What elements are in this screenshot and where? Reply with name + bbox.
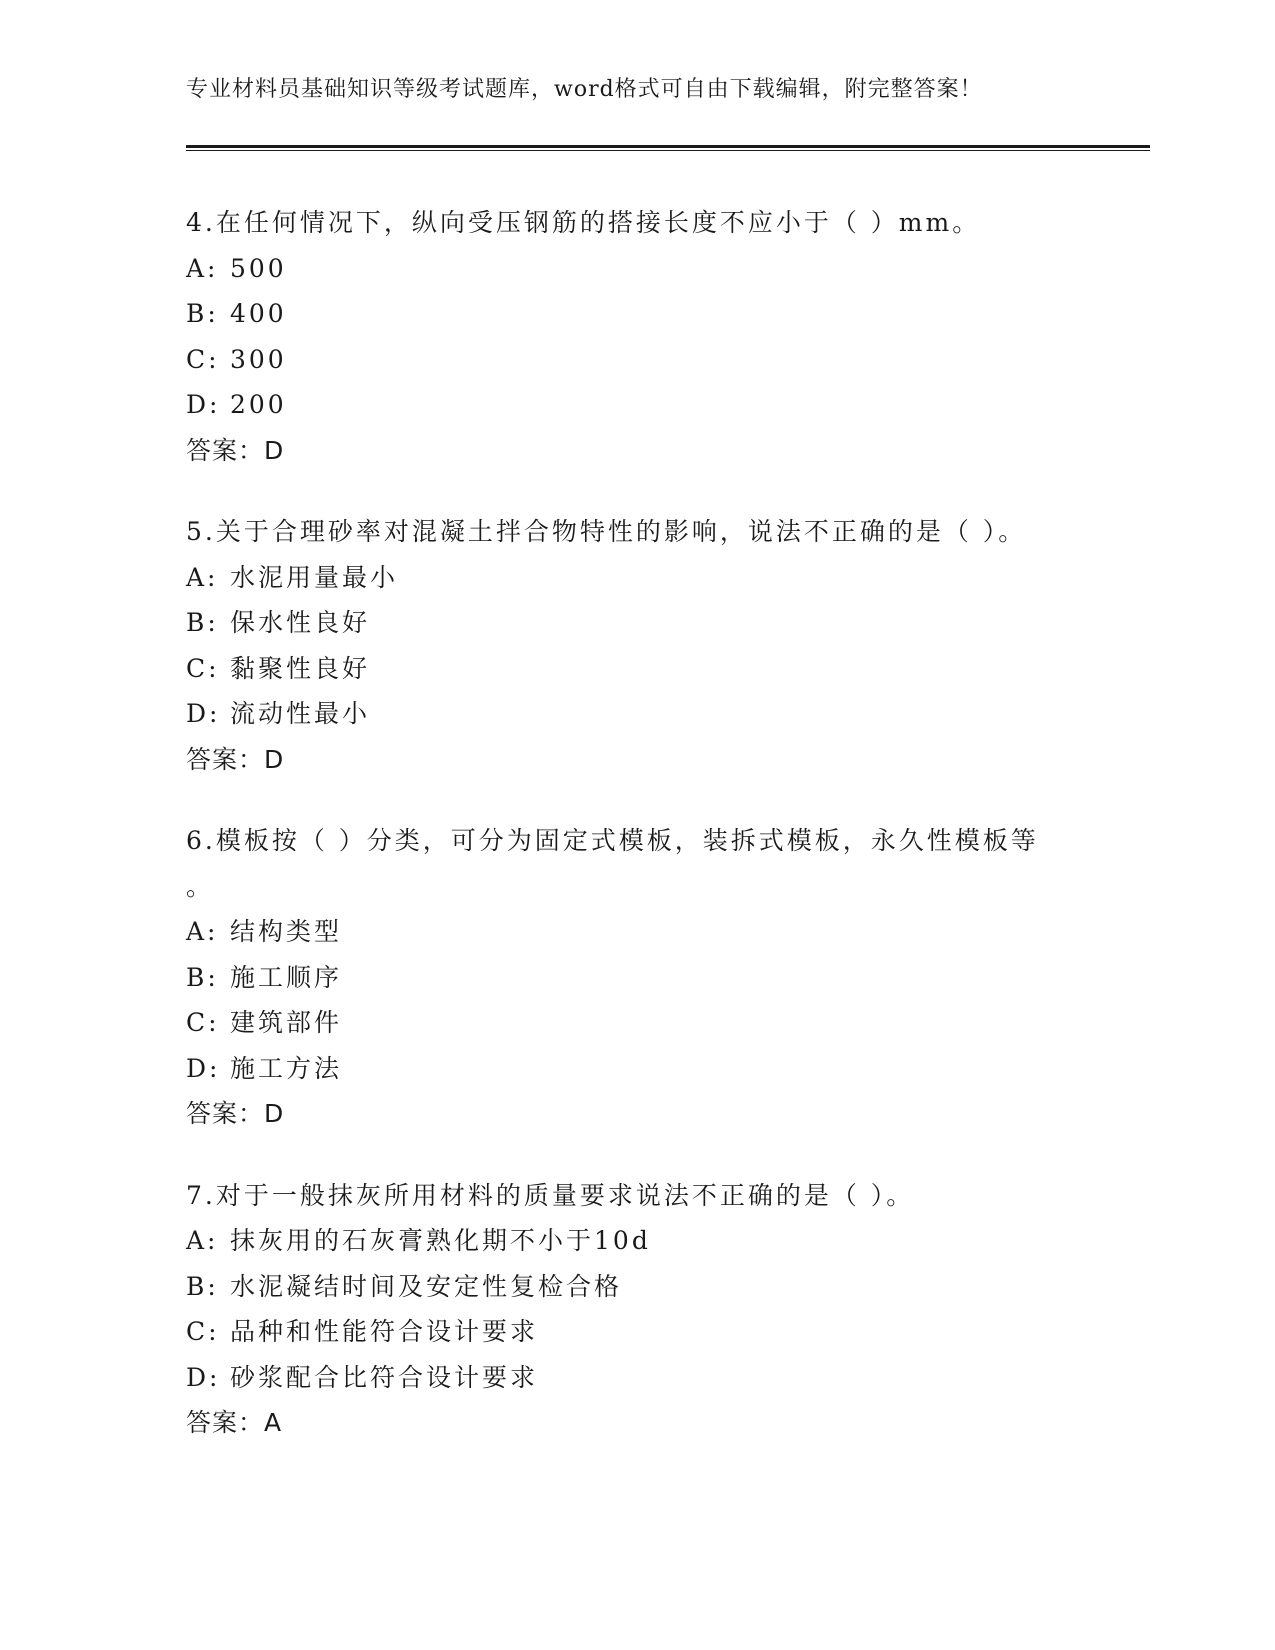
option-text: 施工方法 — [230, 1053, 343, 1083]
page-header: 专业材料员基础知识等级考试题库，word格式可自由下载编辑，附完整答案！ — [186, 77, 983, 102]
answer-value: D — [264, 1099, 285, 1128]
question-7 — [186, 1173, 1086, 1446]
option-a — [186, 555, 1086, 601]
option-text: 黏聚性良好 — [230, 653, 371, 683]
question-4 — [186, 200, 1086, 473]
answer-label: 答案： — [186, 435, 265, 465]
answer-line — [186, 1091, 1086, 1137]
option-c — [186, 646, 1086, 692]
option-text: 流动性最小 — [230, 699, 371, 728]
question-6 — [186, 818, 1086, 1137]
option-b — [186, 1264, 1086, 1310]
option-key: D: — [186, 390, 221, 419]
answer-line — [186, 737, 1086, 783]
option-a — [186, 246, 1086, 292]
option-text: 水泥凝结时间及安定性复检合格 — [230, 1271, 623, 1301]
option-text: 施工顺序 — [230, 962, 343, 992]
option-key: D: — [186, 1053, 221, 1083]
question-list — [186, 200, 1086, 1482]
option-key: C: — [186, 344, 220, 374]
option-d — [186, 691, 1086, 737]
option-key: A: — [186, 562, 219, 592]
option-key: A: — [186, 253, 219, 283]
option-text: 建筑部件 — [230, 1008, 343, 1037]
option-text: 500 — [230, 253, 287, 283]
option-key: D: — [186, 1362, 221, 1392]
option-c — [186, 1309, 1086, 1355]
option-b — [186, 600, 1086, 646]
option-text: 保水性良好 — [230, 608, 371, 637]
answer-line — [186, 1400, 1086, 1446]
option-text: 200 — [230, 390, 287, 419]
option-key: C: — [186, 1317, 220, 1346]
answer-label: 答案： — [186, 1408, 265, 1437]
option-c — [186, 1000, 1086, 1046]
option-d — [186, 1355, 1086, 1401]
option-text: 品种和性能符合设计要求 — [230, 1317, 539, 1346]
answer-value: D — [264, 744, 285, 774]
option-text: 抹灰用的石灰膏熟化期不小于10d — [230, 1226, 651, 1255]
option-text: 砂浆配合比符合设计要求 — [230, 1362, 539, 1392]
option-b — [186, 955, 1086, 1001]
answer-line — [186, 428, 1086, 474]
question-5 — [186, 509, 1086, 782]
header-rule-thick — [186, 145, 1150, 148]
option-key: B: — [186, 1271, 219, 1301]
question-stem-continuation: 。 — [186, 871, 212, 901]
option-key: A: — [186, 917, 219, 946]
option-a — [186, 1218, 1086, 1264]
option-text: 400 — [230, 299, 287, 328]
answer-value: D — [264, 435, 285, 465]
option-text: 结构类型 — [230, 917, 343, 946]
option-key: B: — [186, 608, 219, 637]
option-d — [186, 382, 1086, 428]
option-key: B: — [186, 299, 219, 328]
answer-label: 答案： — [186, 744, 265, 774]
option-key: B: — [186, 962, 219, 992]
option-key: C: — [186, 653, 220, 683]
header-rule-thin — [186, 150, 1150, 151]
option-text: 300 — [230, 344, 287, 374]
option-text: 水泥用量最小 — [230, 562, 399, 592]
answer-value: A — [264, 1408, 283, 1437]
answer-label: 答案： — [186, 1099, 265, 1128]
question-stem: 7.对于一般抹灰所用材料的质量要求说法不正确的是（ ）。 — [186, 1180, 915, 1210]
option-key: C: — [186, 1008, 220, 1037]
option-c — [186, 337, 1086, 383]
question-stem: 6.模板按（ ）分类，可分为固定式模板，装拆式模板，永久性模板等 — [186, 826, 1039, 855]
option-key: D: — [186, 699, 221, 728]
option-key: A: — [186, 1226, 219, 1255]
question-stem: 5.关于合理砂率对混凝土拌合物特性的影响，说法不正确的是（ ）。 — [186, 517, 1027, 546]
question-stem: 4.在任何情况下，纵向受压钢筋的搭接长度不应小于（ ）mm。 — [186, 208, 981, 237]
option-a — [186, 909, 1086, 955]
option-d — [186, 1046, 1086, 1092]
option-b — [186, 291, 1086, 337]
